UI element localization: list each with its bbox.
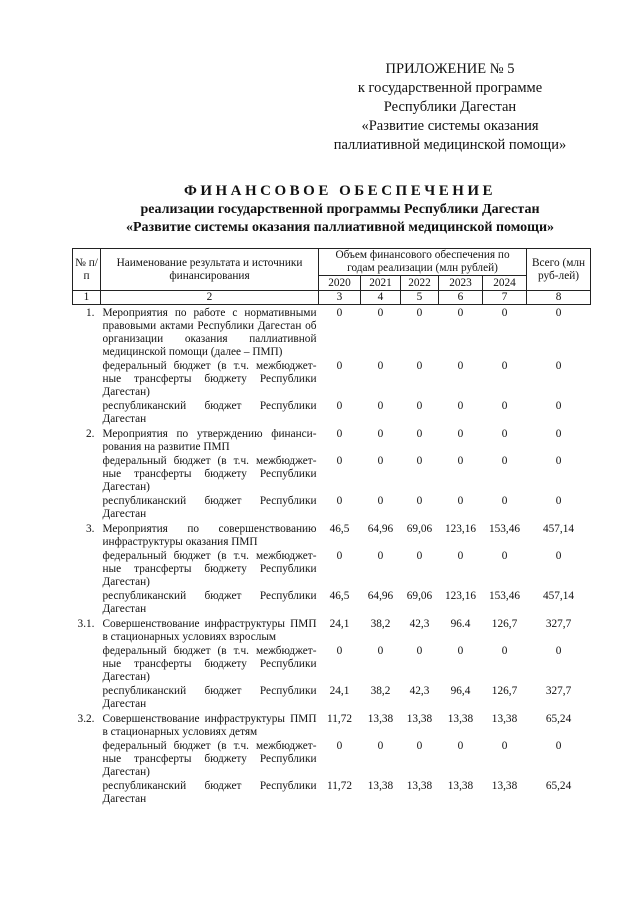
- table-row: [73, 454, 591, 494]
- row-value: 0: [457, 645, 464, 657]
- table-row: [73, 426, 591, 454]
- row-value: 0: [457, 307, 464, 319]
- appendix-line-2: к государственной программе: [357, 80, 543, 96]
- row-number: [73, 454, 101, 494]
- row-name: республиканский бюджет Республики Дагестан: [102, 400, 317, 425]
- row-number: [73, 494, 101, 521]
- row-value: 153,46: [488, 523, 521, 535]
- row-number: 2.: [86, 428, 95, 440]
- row-total: 0: [555, 495, 562, 507]
- header-volume: Объем финансового обеспечения по годам реализации (млн рублей): [319, 249, 527, 276]
- row-value: 13,38: [447, 780, 474, 792]
- appendix-block: [300, 60, 600, 155]
- row-value: 0: [416, 307, 423, 319]
- row-total: 457,14: [542, 590, 575, 602]
- row-total: 0: [555, 400, 562, 412]
- table-row: [73, 684, 591, 711]
- row-name: федеральный бюджет (в т.ч. межбюджет-ные трансферты бюджету Республики Дагестан): [102, 360, 317, 398]
- row-name: Мероприятия по утверждению финанси-рования на развитие ПМП: [102, 428, 317, 453]
- row-number: [73, 359, 101, 399]
- row-number: [73, 549, 101, 589]
- table-row: [73, 616, 591, 644]
- row-total: 327,7: [545, 618, 572, 630]
- row-name: Мероприятия по работе с нормативными правовыми актами Республики Дагестан об организации оказания паллиативной медицинской помощи (далее – ПМП): [102, 307, 317, 358]
- row-value: 13,38: [367, 780, 394, 792]
- header-year: 2023: [439, 276, 483, 291]
- row-value: 0: [336, 495, 343, 507]
- title-subtitle-1: реализации государственной программы Республики Дагестан: [140, 202, 540, 217]
- row-value: 0: [416, 495, 423, 507]
- row-value: 0: [336, 360, 343, 372]
- row-number: 3.2.: [77, 713, 95, 725]
- header-total: Всего (млн руб-лей): [527, 249, 591, 291]
- row-value: 123,16: [444, 590, 477, 602]
- row-value: 24,1: [329, 618, 350, 630]
- row-value: 126,7: [491, 618, 518, 630]
- row-value: 96.4: [450, 618, 471, 630]
- row-value: 0: [377, 428, 384, 440]
- header-year: 2020: [319, 276, 361, 291]
- row-value: 0: [416, 455, 423, 467]
- row-value: 0: [336, 550, 343, 562]
- table-row: [73, 549, 591, 589]
- title-subtitle-2: «Развитие системы оказания паллиативной медицинской помощи»: [125, 220, 555, 235]
- row-number: [73, 684, 101, 711]
- table-row: [73, 779, 591, 806]
- row-number: 3.1.: [77, 618, 95, 630]
- row-number: [73, 739, 101, 779]
- row-value: 0: [336, 645, 343, 657]
- row-total: 65,24: [545, 713, 572, 725]
- row-number: [73, 399, 101, 426]
- row-total: 65,24: [545, 780, 572, 792]
- table-row: [73, 399, 591, 426]
- table-row: [73, 305, 591, 360]
- row-number: [73, 779, 101, 806]
- row-value: 0: [457, 360, 464, 372]
- row-value: 64,96: [367, 523, 394, 535]
- table-row: [73, 711, 591, 739]
- column-index: 2: [101, 291, 319, 305]
- row-value: 0: [377, 455, 384, 467]
- row-value: 0: [416, 645, 423, 657]
- row-total: 0: [555, 645, 562, 657]
- column-index: 6: [439, 291, 483, 305]
- appendix-line-1: ПРИЛОЖЕНИЕ № 5: [385, 61, 515, 77]
- row-value: 0: [377, 550, 384, 562]
- row-value: 0: [501, 360, 508, 372]
- row-value: 0: [501, 455, 508, 467]
- row-value: 0: [416, 360, 423, 372]
- row-value: 64,96: [367, 590, 394, 602]
- row-value: 0: [377, 360, 384, 372]
- row-value: 13,38: [406, 713, 433, 725]
- row-name: Совершенствование инфраструктуры ПМП в стационарных условиях взрослым: [102, 618, 317, 643]
- row-value: 24,1: [329, 685, 350, 697]
- row-value: 0: [457, 455, 464, 467]
- row-name: Совершенствование инфраструктуры ПМП в стационарных условиях детям: [102, 713, 317, 738]
- header-year: 2024: [483, 276, 527, 291]
- row-value: 0: [501, 307, 508, 319]
- row-value: 0: [416, 740, 423, 752]
- column-index: 1: [73, 291, 101, 305]
- row-name: федеральный бюджет (в т.ч. межбюджет-ные трансферты бюджету Республики Дагестан): [102, 455, 317, 493]
- row-value: 46,5: [329, 523, 350, 535]
- table-row: [73, 521, 591, 549]
- row-total: 0: [555, 455, 562, 467]
- row-name: федеральный бюджет (в т.ч. межбюджет-ные трансферты бюджету Республики Дагестан): [102, 550, 317, 588]
- row-total: 457,14: [542, 523, 575, 535]
- row-total: 0: [555, 740, 562, 752]
- appendix-line-3: Республики Дагестан: [383, 99, 517, 115]
- row-value: 0: [377, 495, 384, 507]
- row-value: 13,38: [491, 780, 518, 792]
- table-row: [73, 644, 591, 684]
- row-value: 11,72: [327, 780, 352, 792]
- header-year: 2022: [401, 276, 439, 291]
- row-value: 0: [336, 455, 343, 467]
- row-number: 1.: [86, 307, 95, 319]
- row-number: [73, 644, 101, 684]
- row-number: 3.: [86, 523, 95, 535]
- row-value: 0: [501, 495, 508, 507]
- column-index: 4: [361, 291, 401, 305]
- row-value: 0: [501, 428, 508, 440]
- row-value: 123,16: [444, 523, 477, 535]
- row-total: 0: [555, 550, 562, 562]
- row-value: 69,06: [406, 523, 433, 535]
- column-index: 3: [319, 291, 361, 305]
- row-number: [73, 589, 101, 616]
- row-value: 0: [501, 645, 508, 657]
- document-title: [70, 182, 610, 237]
- row-value: 0: [501, 550, 508, 562]
- row-value: 0: [377, 740, 384, 752]
- table-body: [73, 305, 591, 807]
- row-name: Мероприятия по совершенствованию инфраструктуры оказания ПМП: [102, 523, 317, 548]
- title-main: ФИНАНСОВОЕ ОБЕСПЕЧЕНИЕ: [183, 183, 497, 199]
- table-row: [73, 494, 591, 521]
- row-value: 0: [336, 740, 343, 752]
- header-year: 2021: [361, 276, 401, 291]
- row-value: 0: [501, 740, 508, 752]
- row-value: 0: [457, 428, 464, 440]
- row-name: республиканский бюджет Республики Дагестан: [102, 495, 317, 520]
- row-value: 0: [416, 550, 423, 562]
- table-row: [73, 359, 591, 399]
- row-value: 13,38: [491, 713, 518, 725]
- row-value: 46,5: [329, 590, 350, 602]
- row-total: 327,7: [545, 685, 572, 697]
- row-value: 13,38: [367, 713, 394, 725]
- row-value: 11,72: [327, 713, 352, 725]
- header-num: № п/п: [73, 249, 101, 291]
- row-value: 126,7: [491, 685, 518, 697]
- row-value: 0: [501, 400, 508, 412]
- row-value: 0: [457, 400, 464, 412]
- row-value: 0: [377, 645, 384, 657]
- row-value: 13,38: [406, 780, 433, 792]
- column-index: 8: [527, 291, 591, 305]
- row-value: 0: [377, 307, 384, 319]
- row-value: 0: [336, 307, 343, 319]
- row-value: 13,38: [447, 713, 474, 725]
- row-name: федеральный бюджет (в т.ч. межбюджет-ные трансферты бюджету Республики Дагестан): [102, 740, 317, 778]
- row-value: 0: [416, 428, 423, 440]
- row-value: 0: [336, 428, 343, 440]
- row-value: 0: [457, 495, 464, 507]
- financing-table: [72, 248, 591, 806]
- header-name: Наименование результата и источники финансирования: [101, 249, 319, 291]
- row-value: 42,3: [409, 685, 430, 697]
- row-value: 0: [457, 550, 464, 562]
- row-value: 153,46: [488, 590, 521, 602]
- row-value: 38,2: [370, 685, 391, 697]
- row-value: 42,3: [409, 618, 430, 630]
- table-row: [73, 739, 591, 779]
- row-value: 69,06: [406, 590, 433, 602]
- row-total: 0: [555, 428, 562, 440]
- column-index: 5: [401, 291, 439, 305]
- row-value: 0: [336, 400, 343, 412]
- row-name: федеральный бюджет (в т.ч. межбюджет-ные трансферты бюджету Республики Дагестан): [102, 645, 317, 683]
- row-value: 96,4: [450, 685, 471, 697]
- table-row: [73, 589, 591, 616]
- appendix-line-5: паллиативной медицинской помощи»: [333, 137, 567, 153]
- row-value: 38,2: [370, 618, 391, 630]
- row-total: 0: [555, 307, 562, 319]
- row-value: 0: [416, 400, 423, 412]
- row-name: республиканский бюджет Республики Дагестан: [102, 685, 317, 710]
- appendix-line-4: «Развитие системы оказания: [361, 118, 539, 134]
- row-value: 0: [457, 740, 464, 752]
- column-index: 7: [483, 291, 527, 305]
- row-name: республиканский бюджет Республики Дагестан: [102, 780, 317, 805]
- row-value: 0: [377, 400, 384, 412]
- row-name: республиканский бюджет Республики Дагестан: [102, 590, 317, 615]
- row-total: 0: [555, 360, 562, 372]
